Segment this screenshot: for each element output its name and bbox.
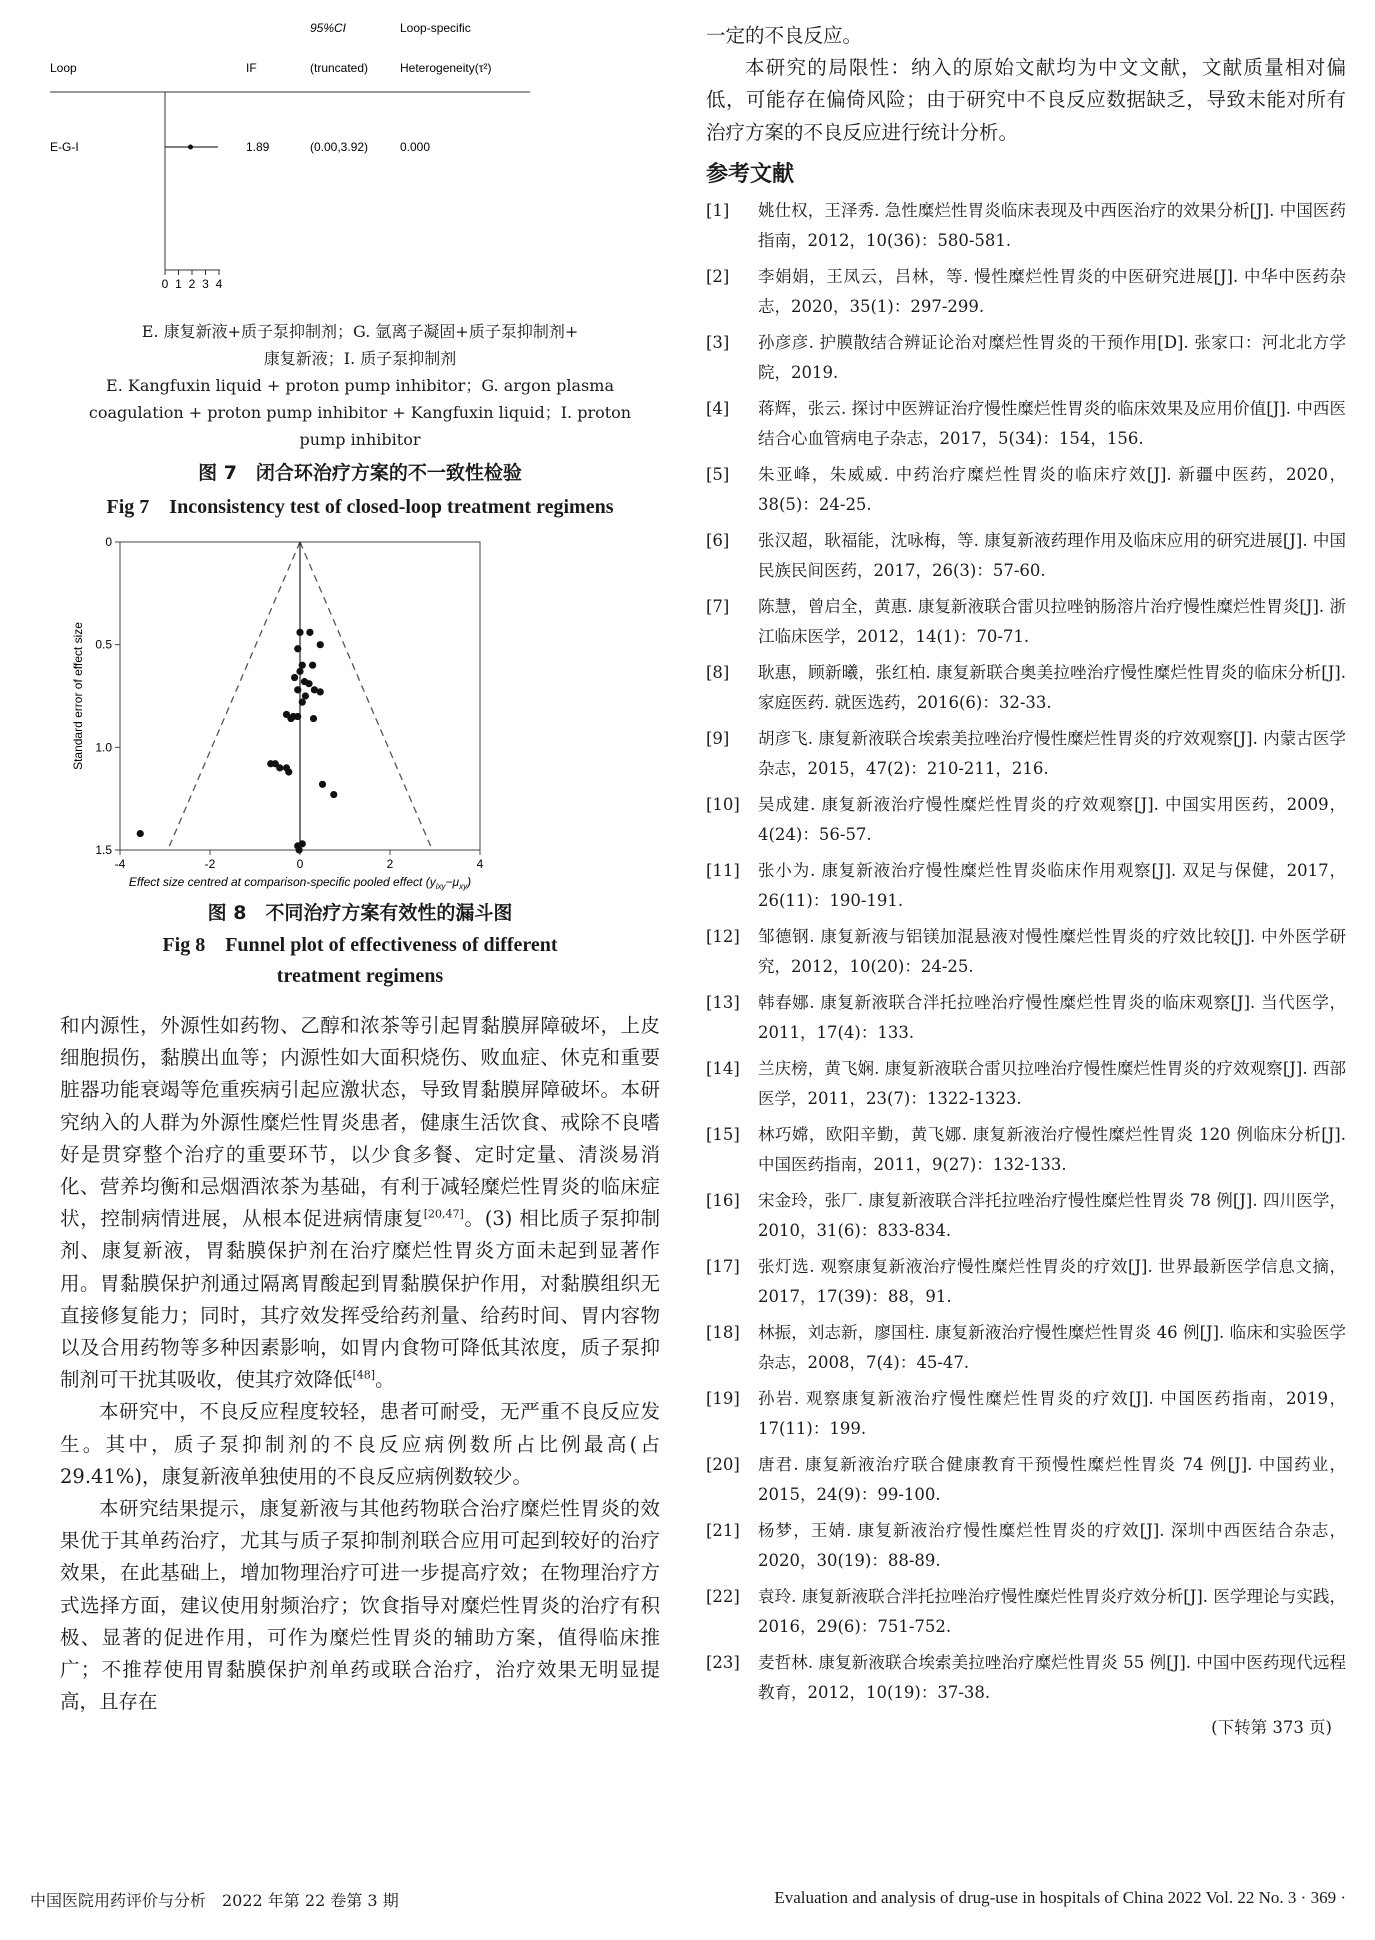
reference-item xyxy=(706,1186,1346,1246)
continued-note: (下转第 373 页) xyxy=(1211,1717,1332,1737)
reference-item xyxy=(706,592,1346,652)
fig8-y-tick-label: 1.0 xyxy=(95,740,112,755)
fig7-legend-cn-2: 康复新液；I. 质子泵抑制剂 xyxy=(263,349,457,368)
fig7-header-ci-bottom: (truncated) xyxy=(310,61,369,75)
reference-number: [20] xyxy=(706,1454,740,1474)
fig8-ylabel: Standard error of effect size xyxy=(71,622,85,770)
reference-text: 陈慧，曾启全，黄惠. 康复新液联合雷贝拉唑钠肠溶片治疗慢性糜烂性胃炎[J]. 浙江临床医学，2012，14(1)：70-71. xyxy=(758,596,1346,646)
fig7-tick-label: 3 xyxy=(202,277,209,291)
fig7-header-loop: Loop xyxy=(50,61,77,75)
reference-item xyxy=(706,790,1346,850)
fig8-title-en xyxy=(60,930,660,992)
fig8-point xyxy=(317,688,324,695)
reference-number: [8] xyxy=(706,662,730,682)
reference-number: [23] xyxy=(706,1652,740,1672)
fig8-y-tick-label: 0 xyxy=(105,535,112,549)
reference-item xyxy=(706,196,1346,256)
reference-item xyxy=(706,856,1346,916)
reference-list xyxy=(706,196,1346,1708)
reference-item xyxy=(706,1648,1346,1708)
fig8-point xyxy=(276,764,283,771)
footer-journal-en: Evaluation and analysis of drug-use in hospitals of China 2022 Vol. 22 No. 3 · 369 · xyxy=(774,1888,1346,1907)
fig7-tick-label: 2 xyxy=(188,277,196,291)
footer-journal-cn: 中国医院用药评价与分析 2022 年第 22 卷第 3 期 xyxy=(30,1891,399,1910)
fig8-point xyxy=(299,840,306,847)
reference-text: 林巧嫦，欧阳辛勤，黄飞娜. 康复新液治疗慢性糜烂性胃炎 120 例临床分析[J]. 中国医药指南，2011，9(27)：132-133. xyxy=(758,1124,1346,1174)
left-paragraph-1 xyxy=(60,1010,660,1396)
fig8-y-tick-label: 0.5 xyxy=(95,637,112,652)
reference-number: [13] xyxy=(706,992,740,1012)
reference-text: 李娟娟，王凤云，吕林，等. 慢性糜烂性胃炎的中医研究进展[J]. 中华中医药杂志，2020，35(1)：297-299. xyxy=(758,266,1346,316)
reference-number: [15] xyxy=(706,1124,740,1144)
fig7-row-het: 0.000 xyxy=(400,140,431,154)
reference-number: [19] xyxy=(706,1388,740,1408)
reference-text: 吴成建. 康复新液治疗慢性糜烂性胃炎的疗效观察[J]. 中国实用医药，2009，4(24)：56-57. xyxy=(758,794,1346,844)
reference-text: 韩春娜. 康复新液联合泮托拉唑治疗慢性糜烂性胃炎的临床观察[J]. 当代医学，2011，17(4)：133. xyxy=(758,992,1346,1042)
reference-number: [21] xyxy=(706,1520,740,1540)
fig7-estimate-point xyxy=(188,145,193,150)
reference-text: 张灯选. 观察康复新液治疗慢性糜烂性胃炎的疗效[J]. 世界最新医学信息文摘，2017，17(39)：88，91. xyxy=(758,1256,1346,1306)
fig7-forest-plot xyxy=(50,0,660,310)
fig8-point xyxy=(294,713,301,720)
fig8-funnel-left xyxy=(168,542,300,850)
fig8-x-tick-label: -4 xyxy=(114,857,126,871)
reference-number: [12] xyxy=(706,926,740,946)
fig8-title-en-2: treatment regimens xyxy=(276,965,444,987)
reference-item xyxy=(706,262,1346,322)
fig8-point xyxy=(137,830,144,837)
fig7-title-en: Fig 7 Inconsistency test of closed-loop treatment regimens xyxy=(106,496,614,518)
reference-item xyxy=(706,988,1346,1048)
fig8-point xyxy=(302,692,309,699)
citation-20-47: [20,47] xyxy=(423,1207,464,1221)
reference-text: 蒋辉，张云. 探讨中医辨证治疗慢性糜烂性胃炎的临床效果及应用价值[J]. 中西医结合心血管病电子杂志，2017，5(34)：154，156. xyxy=(758,398,1346,448)
reference-item xyxy=(706,394,1346,454)
reference-item xyxy=(706,328,1346,388)
fig7-header-het-bottom: Heterogeneity(τ²) xyxy=(400,61,492,75)
reference-text: 林振，刘志新，廖国柱. 康复新液治疗慢性糜烂性胃炎 46 例[J]. 临床和实验医学杂志，2008，7(4)：45-47. xyxy=(758,1322,1346,1372)
fig8-point xyxy=(317,641,324,648)
reference-item xyxy=(706,1318,1346,1378)
reference-number: [5] xyxy=(706,464,730,484)
fig7-tick-label: 4 xyxy=(215,277,223,291)
left-paragraph-2: 本研究中，不良反应程度较轻，患者可耐受，无严重不良反应发生。其中，质子泵抑制剂的不良反应病例数所占比例最高(占 29.41%)，康复新液单独使用的不良反应病例数较少。 xyxy=(60,1400,660,1488)
reference-number: [10] xyxy=(706,794,740,814)
fig8-point xyxy=(299,699,306,706)
fig8-point xyxy=(309,662,316,669)
fig8-funnel-plot xyxy=(60,530,660,890)
fig8-point xyxy=(296,668,303,675)
reference-number: [22] xyxy=(706,1586,740,1606)
left-body-text xyxy=(60,1010,660,1718)
fig8-point xyxy=(294,686,301,693)
fig8-point xyxy=(294,645,301,652)
reference-item xyxy=(706,1252,1346,1312)
fig7-row-loop: E-G-I xyxy=(50,140,79,154)
fig7-title-cn: 图 7 闭合环治疗方案的不一致性检验 xyxy=(198,462,522,484)
fig8-frame xyxy=(95,535,483,871)
fig8-x-tick-label: 0 xyxy=(296,857,304,871)
reference-text: 胡彦飞. 康复新液联合埃索美拉唑治疗慢性糜烂性胃炎的疗效观察[J]. 内蒙古医学杂志，2015，47(2)：210-211，216. xyxy=(758,728,1346,778)
reference-number: [2] xyxy=(706,266,730,286)
references-title: 参考文献 xyxy=(706,161,795,187)
reference-number: [17] xyxy=(706,1256,740,1276)
fig8-xlabel xyxy=(129,875,471,891)
reference-number: [18] xyxy=(706,1322,740,1342)
reference-text: 姚仕权，王泽秀. 急性糜烂性胃炎临床表现及中西医治疗的效果分析[J]. 中国医药指南，2012，10(36)：580-581. xyxy=(758,200,1346,250)
fig7-tick-label: 1 xyxy=(175,277,182,291)
fig7-header-if: IF xyxy=(246,61,257,75)
left-paragraph-3: 本研究结果提示，康复新液与其他药物联合治疗糜烂性胃炎的效果优于其单药治疗，尤其与质子泵抑制剂联合应用可起到较好的治疗效果，在此基础上，增加物理治疗可进一步提高疗效；在物理治疗方式选择方面，建议使用射频治疗；饮食指导对糜烂性胃炎的治疗有积极、显著的促进作用，可作为糜烂性胃炎的辅助方案，值得临床推广；不推荐使用胃黏膜保护剂单药或联合治疗，治疗效果无明显提高，且存在 xyxy=(60,1497,660,1714)
fig7-legend-en-3: pump inhibitor xyxy=(299,430,421,449)
reference-text: 麦哲林. 康复新液联合埃索美拉唑治疗糜烂性胃炎 55 例[J]. 中国中医药现代远程教育，2012，10(19)：37-38. xyxy=(758,1652,1346,1702)
fig8-funnel-right xyxy=(300,542,432,850)
fig7-tick-label: 0 xyxy=(161,277,169,291)
reference-item xyxy=(706,1516,1346,1576)
reference-text: 袁玲. 康复新液联合泮托拉唑治疗慢性糜烂性胃炎疗效分析[J]. 医学理论与实践，2016，29(6)：751-752. xyxy=(758,1586,1346,1636)
reference-text: 张小为. 康复新液治疗慢性糜烂性胃炎临床作用观察[J]. 双足与保健，2017，26(11)：190-191. xyxy=(758,860,1346,910)
reference-text: 杨梦，王婧. 康复新液治疗慢性糜烂性胃炎的疗效[J]. 深圳中西医结合杂志，2020，30(19)：88-89. xyxy=(758,1520,1346,1570)
reference-item xyxy=(706,658,1346,718)
fig8-point xyxy=(291,674,298,681)
fig7-row-if: 1.89 xyxy=(246,140,270,154)
right-column xyxy=(706,20,1346,1738)
fig7-row-ci: (0.00,3.92) xyxy=(310,140,369,154)
fig8-point xyxy=(306,629,313,636)
reference-number: [1] xyxy=(706,200,730,220)
fig8-point xyxy=(310,715,317,722)
fig8-point xyxy=(319,781,326,788)
fig8-x-tick-label: -2 xyxy=(204,857,216,871)
left-p1b-text: 。(3) 相比质子泵抑制剂、康复新液，胃黏膜保护剂在治疗糜烂性胃炎方面未起到显著作用。胃黏膜保护剂通过隔离胃酸起到胃黏膜保护作用，对黏膜组织无直接修复能力；同时，其疗效发挥受给药剂量、给药时间、胃内容物以及合用药物等多种因素影响，如胃内食物可降低其浓度，质子泵抑制剂可干扰其吸收，使其疗效降低 xyxy=(60,1207,660,1392)
fig8-point xyxy=(330,791,337,798)
fig8-x-tick-label: 4 xyxy=(476,857,484,871)
reference-item xyxy=(706,1582,1346,1642)
fig7-header-ci-top: 95%CI xyxy=(310,21,347,35)
reference-number: [6] xyxy=(706,530,730,550)
reference-text: 宋金玲，张厂. 康复新液联合泮托拉唑治疗慢性糜烂性胃炎 78 例[J]. 四川医学，2010，31(6)：833-834. xyxy=(758,1190,1346,1240)
reference-number: [7] xyxy=(706,596,730,616)
left-p1b-end: 。 xyxy=(375,1368,395,1392)
reference-number: [11] xyxy=(706,860,740,880)
reference-item xyxy=(706,1384,1346,1444)
fig8-y-tick-label: 1.5 xyxy=(95,843,112,857)
fig7-header-het-top: Loop-specific xyxy=(400,21,471,35)
citation-48: [48] xyxy=(352,1368,376,1382)
fig8-point xyxy=(305,680,312,687)
reference-text: 耿惠，顾新曦，张红柏. 康复新联合奥美拉唑治疗慢性糜烂性胃炎的临床分析[J]. 家庭医药. 就医选药，2016(6)：32-33. xyxy=(758,662,1346,712)
fig7-legend xyxy=(60,318,660,453)
reference-item xyxy=(706,922,1346,982)
fig8-points xyxy=(137,629,338,854)
reference-text: 邹德钢. 康复新液与铝镁加混悬液对慢性糜烂性胃炎的疗效比较[J]. 中外医学研究，2012，10(20)：24-25. xyxy=(758,926,1346,976)
fig8-point xyxy=(285,768,292,775)
reference-text: 孙岩. 观察康复新液治疗慢性糜烂性胃炎的疗效[J]. 中国医药指南，2019，17(11)：199. xyxy=(758,1388,1346,1438)
reference-item xyxy=(706,1450,1346,1510)
fig8-title-en-1: Fig 8 Funnel plot of effectiveness of different xyxy=(162,934,558,956)
reference-text: 兰庆榜，黄飞娴. 康复新液联合雷贝拉唑治疗慢性糜烂性胃炎的疗效观察[J]. 西部医学，2011，23(7)：1322-1323. xyxy=(758,1058,1346,1108)
fig8-xlabel-main: Effect size centred at comparison-specific pooled effect (y xyxy=(128,875,436,889)
reference-text: 张汉超，耿福能，沈咏梅，等. 康复新液药理作用及临床应用的研究进展[J]. 中国民族民间医药，2017，26(3)：57-60. xyxy=(758,530,1346,580)
fig8-point xyxy=(296,629,303,636)
fig7-legend-en-2: coagulation + proton pump inhibitor + Kangfuxin liquid；I. proton xyxy=(88,403,632,422)
reference-text: 唐君. 康复新液治疗联合健康教育干预慢性糜烂性胃炎 74 例[J]. 中国药业，2015，24(9)：99-100. xyxy=(758,1454,1346,1504)
fig7-legend-en-1: E. Kangfuxin liquid + proton pump inhibitor；G. argon plasma xyxy=(106,376,614,395)
reference-text: 朱亚峰，朱威威. 中药治疗糜烂性胃炎的临床疗效[J]. 新疆中医药，2020，38(5)：24-25. xyxy=(758,464,1346,514)
reference-number: [14] xyxy=(706,1058,740,1078)
reference-item xyxy=(706,460,1346,520)
reference-number: [4] xyxy=(706,398,730,418)
reference-text: 孙彦彦. 护膜散结合辨证论治对糜烂性胃炎的干预作用[D]. 张家口：河北北方学院，2019. xyxy=(758,332,1346,382)
fig8-point xyxy=(299,662,306,669)
right-paragraph-1: 一定的不良反应。 xyxy=(706,24,863,47)
reference-item xyxy=(706,526,1346,586)
fig7-legend-cn-1: E. 康复新液+质子泵抑制剂；G. 氩离子凝固+质子泵抑制剂+ xyxy=(141,322,579,341)
fig8-xlabel-sub: ixy xyxy=(435,882,446,891)
fig8-point xyxy=(296,846,303,853)
reference-number: [9] xyxy=(706,728,730,748)
reference-number: [16] xyxy=(706,1190,740,1210)
reference-number: [3] xyxy=(706,332,730,352)
reference-item xyxy=(706,1120,1346,1180)
fig8-title-cn: 图 8 不同治疗方案有效性的漏斗图 xyxy=(207,902,513,924)
fig8-xlabel-sub2: xy xyxy=(459,882,468,891)
left-p1-text: 和内源性，外源性如药物、乙醇和浓茶等引起胃黏膜屏障破坏，上皮细胞损伤，黏膜出血等；内源性如大面积烧伤、败血症、休克和重要脏器功能衰竭等危重疾病引起应激状态，导致胃黏膜屏障破坏。本研究纳入的人群为外源性糜烂性胃炎患者，健康生活饮食、戒除不良嗜好是贯穿整个治疗的重要环节，以少食多餐、定时定量、清淡易消化、营养均衡和忌烟酒浓茶为基础，有利于减轻糜烂性胃炎的临床症状，控制病情进展，从根本促进病情康复 xyxy=(60,1014,660,1231)
right-paragraph-2: 本研究的局限性：纳入的原始文献均为中文文献，文献质量相对偏低，可能存在偏倚风险；由于研究中不良反应数据缺乏，导致未能对所有治疗方案的不良反应进行统计分析。 xyxy=(706,56,1346,144)
reference-item xyxy=(706,724,1346,784)
reference-item xyxy=(706,1054,1346,1114)
fig8-xlabel-end: ) xyxy=(467,875,472,889)
fig8-xlabel-mid: −μ xyxy=(445,875,460,889)
fig8-x-tick-label: 2 xyxy=(386,857,394,871)
fig8-point xyxy=(287,715,294,722)
fig7-axis-ticks xyxy=(162,270,223,291)
